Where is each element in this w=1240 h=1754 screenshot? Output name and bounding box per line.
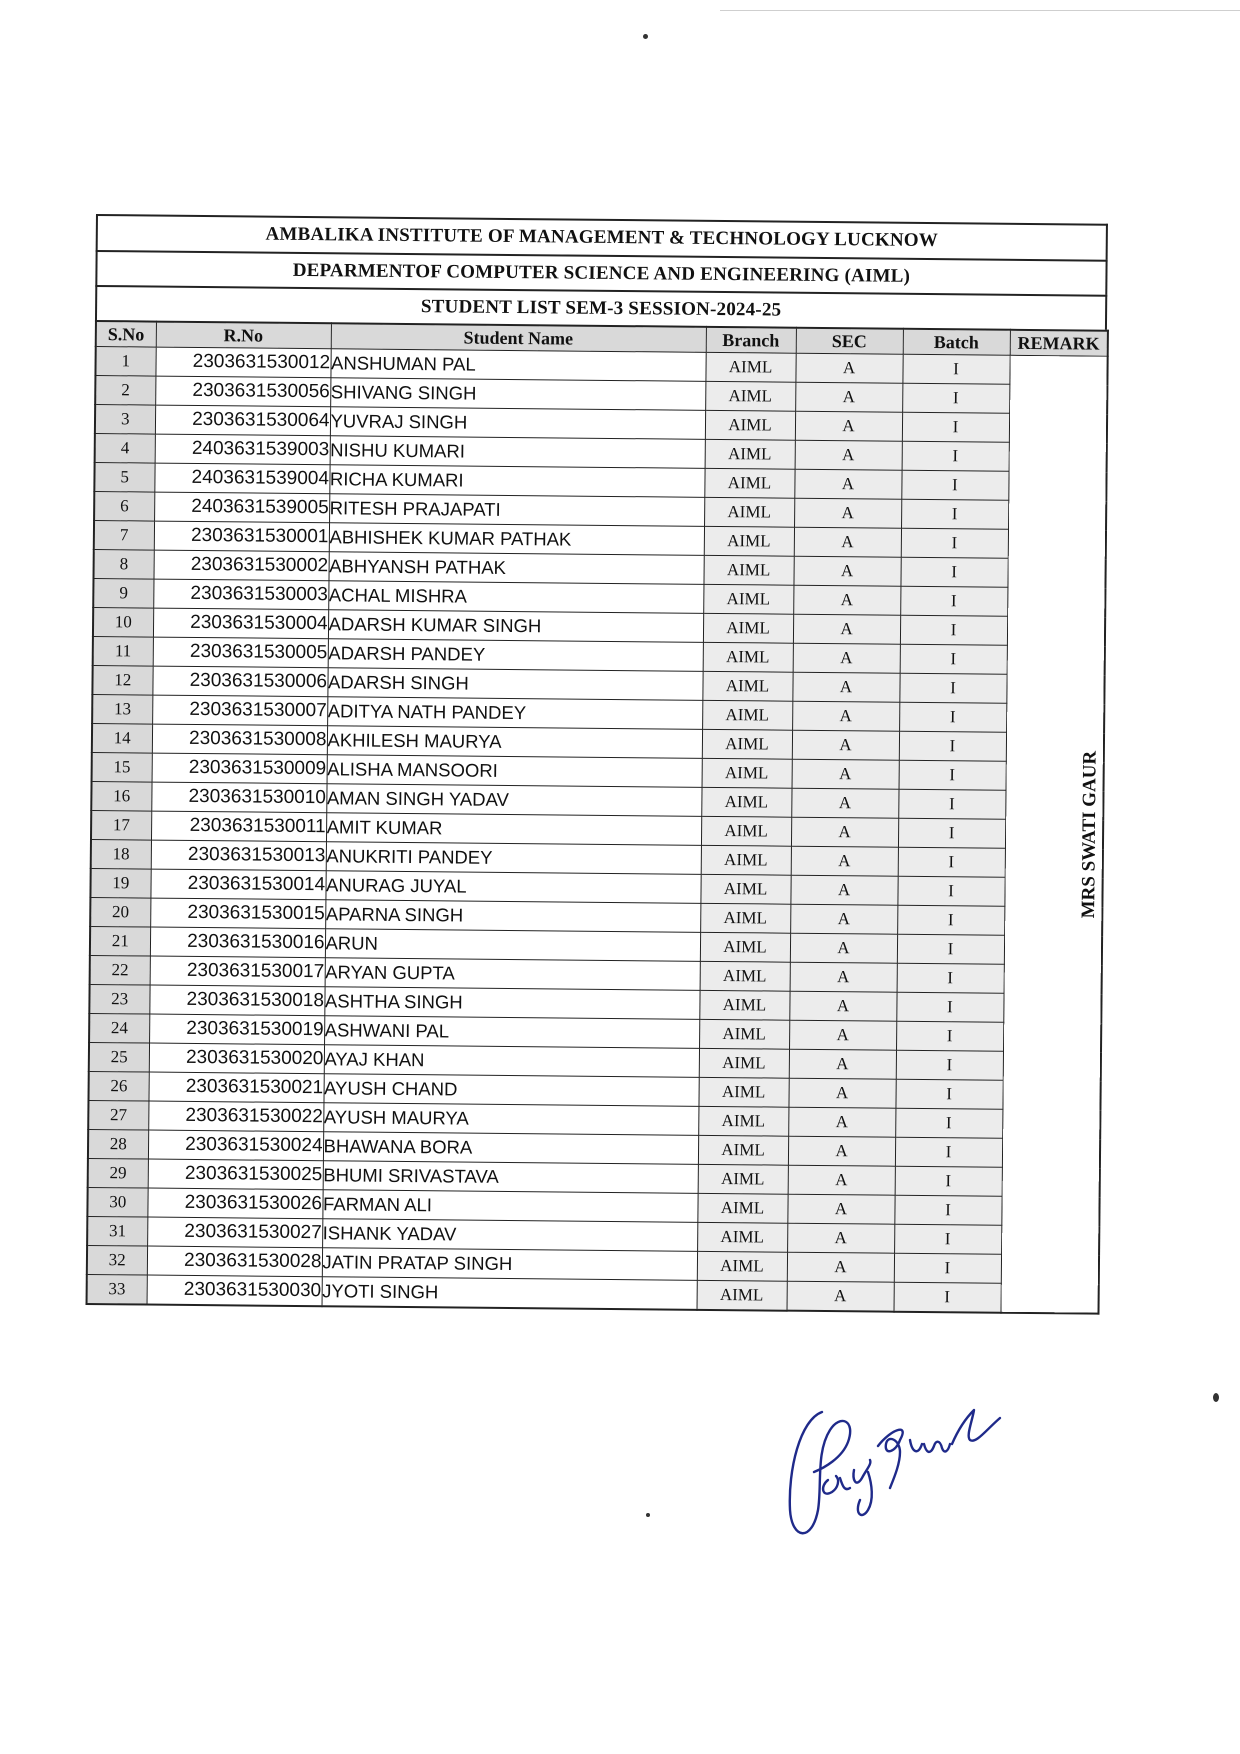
scan-speck bbox=[643, 34, 648, 39]
student-branch: AIML bbox=[701, 787, 791, 817]
student-batch: I bbox=[899, 731, 1006, 761]
student-sno: 5 bbox=[94, 462, 154, 492]
student-batch: I bbox=[900, 615, 1007, 645]
student-name: APARNA SINGH bbox=[325, 900, 700, 933]
student-branch: AIML bbox=[699, 1048, 789, 1078]
student-name: RICHA KUMARI bbox=[329, 465, 704, 498]
student-batch: I bbox=[894, 1195, 1001, 1225]
student-name: ADARSH PANDEY bbox=[328, 639, 703, 672]
student-batch: I bbox=[894, 1253, 1001, 1283]
student-name: ISHANK YADAV bbox=[322, 1219, 697, 1252]
student-sno: 11 bbox=[93, 636, 153, 666]
col-header-rno: R.No bbox=[156, 322, 331, 349]
student-roll-number: 2303631530009 bbox=[152, 753, 327, 784]
student-branch: AIML bbox=[697, 1251, 787, 1281]
student-section: A bbox=[790, 904, 897, 934]
student-batch: I bbox=[894, 1224, 1001, 1254]
student-sno: 22 bbox=[90, 955, 150, 985]
student-sno: 29 bbox=[88, 1158, 148, 1188]
student-batch: I bbox=[901, 470, 1008, 500]
col-header-sno: S.No bbox=[96, 321, 156, 347]
student-name: FARMAN ALI bbox=[322, 1190, 697, 1223]
student-section: A bbox=[788, 1078, 895, 1108]
student-section: A bbox=[792, 701, 899, 731]
student-name: ARUN bbox=[325, 929, 700, 962]
student-roll-number: 2303631530014 bbox=[150, 869, 325, 900]
student-branch: AIML bbox=[704, 468, 794, 498]
student-sno: 21 bbox=[90, 926, 150, 956]
student-roll-number: 2403631539004 bbox=[154, 463, 329, 494]
student-branch: AIML bbox=[705, 410, 795, 440]
student-sno: 13 bbox=[92, 694, 152, 724]
student-roll-number: 2303631530015 bbox=[150, 898, 325, 929]
student-sno: 8 bbox=[94, 549, 154, 579]
student-roll-number: 2303631530024 bbox=[148, 1130, 323, 1161]
student-roll-number: 2303631530026 bbox=[147, 1188, 322, 1219]
student-sno: 32 bbox=[87, 1245, 147, 1275]
student-roll-number: 2303631530013 bbox=[151, 840, 326, 871]
student-sno: 16 bbox=[91, 781, 151, 811]
scan-edge-line bbox=[720, 10, 1240, 11]
student-section: A bbox=[791, 846, 898, 876]
student-section: A bbox=[790, 933, 897, 963]
student-batch: I bbox=[896, 1021, 1003, 1051]
student-sno: 26 bbox=[88, 1071, 148, 1101]
student-batch: I bbox=[902, 412, 1009, 442]
remark-cell bbox=[1000, 355, 1107, 1313]
student-section: A bbox=[795, 353, 902, 383]
student-branch: AIML bbox=[700, 961, 790, 991]
student-batch: I bbox=[897, 934, 1004, 964]
student-roll-number: 2403631539003 bbox=[155, 434, 330, 465]
student-section: A bbox=[788, 1136, 895, 1166]
student-name: BHAWANA BORA bbox=[323, 1132, 698, 1165]
student-batch: I bbox=[896, 1050, 1003, 1080]
student-section: A bbox=[792, 730, 899, 760]
student-section: A bbox=[787, 1252, 894, 1282]
student-name: ANSHUMAN PAL bbox=[330, 349, 705, 382]
student-sno: 10 bbox=[93, 607, 153, 637]
student-list-sheet bbox=[86, 214, 1108, 1315]
col-header-name: Student Name bbox=[331, 323, 706, 352]
col-header-branch: Branch bbox=[706, 327, 796, 353]
student-name: AYAJ KHAN bbox=[324, 1045, 699, 1078]
student-name: AMIT KUMAR bbox=[326, 813, 701, 846]
student-roll-number: 2303631530030 bbox=[147, 1275, 322, 1306]
student-branch: AIML bbox=[703, 555, 793, 585]
scan-speck bbox=[1213, 1393, 1219, 1402]
student-name: ABHYANSH PATHAK bbox=[328, 552, 703, 585]
student-sno: 4 bbox=[95, 433, 155, 463]
student-roll-number: 2303631530010 bbox=[151, 782, 326, 813]
student-name: BHUMI SRIVASTAVA bbox=[323, 1161, 698, 1194]
student-branch: AIML bbox=[703, 584, 793, 614]
student-name: RITESH PRAJAPATI bbox=[329, 494, 704, 527]
student-batch: I bbox=[902, 383, 1009, 413]
student-branch: AIML bbox=[697, 1222, 787, 1252]
student-sno: 24 bbox=[89, 1013, 149, 1043]
student-roll-number: 2303631530028 bbox=[147, 1246, 322, 1277]
student-sno: 3 bbox=[95, 405, 155, 435]
student-name: ARYAN GUPTA bbox=[325, 958, 700, 991]
student-batch: I bbox=[902, 441, 1009, 471]
student-section: A bbox=[791, 817, 898, 847]
col-header-remark: REMARK bbox=[1010, 330, 1108, 356]
student-section: A bbox=[787, 1281, 894, 1312]
student-roll-number: 2403631539005 bbox=[154, 492, 329, 523]
student-section: A bbox=[795, 440, 902, 470]
student-branch: AIML bbox=[702, 758, 792, 788]
institute-heading: AMBALIKA INSTITUTE OF MANAGEMENT & TECHNOLOGY LUCKNOW bbox=[96, 214, 1108, 260]
student-branch: AIML bbox=[697, 1193, 787, 1223]
student-name: AMAN SINGH YADAV bbox=[326, 784, 701, 817]
student-branch: AIML bbox=[698, 1077, 788, 1107]
student-batch: I bbox=[897, 963, 1004, 993]
student-batch: I bbox=[900, 586, 1007, 616]
student-sno: 2 bbox=[95, 376, 155, 406]
student-roll-number: 2303631530004 bbox=[153, 608, 328, 639]
student-branch: AIML bbox=[702, 729, 792, 759]
student-name: AYUSH CHAND bbox=[323, 1074, 698, 1107]
student-batch: I bbox=[901, 499, 1008, 529]
student-section: A bbox=[795, 382, 902, 412]
student-roll-number: 2303631530012 bbox=[155, 347, 330, 378]
student-section: A bbox=[792, 672, 899, 702]
student-sno: 6 bbox=[94, 491, 154, 521]
student-batch: I bbox=[901, 528, 1008, 558]
student-branch: AIML bbox=[705, 352, 795, 382]
student-branch: AIML bbox=[698, 1135, 788, 1165]
student-roll-number: 2303631530001 bbox=[154, 521, 329, 552]
student-batch: I bbox=[899, 673, 1006, 703]
student-roll-number: 2303631530019 bbox=[149, 1014, 324, 1045]
student-sno: 20 bbox=[90, 897, 150, 927]
student-name: JYOTI SINGH bbox=[322, 1277, 697, 1310]
student-section: A bbox=[789, 1049, 896, 1079]
student-section: A bbox=[794, 498, 901, 528]
student-section: A bbox=[792, 759, 899, 789]
student-roll-number: 2303631530002 bbox=[153, 550, 328, 581]
student-sno: 27 bbox=[88, 1100, 148, 1130]
col-header-sec: SEC bbox=[796, 328, 903, 355]
student-sno: 33 bbox=[87, 1274, 147, 1304]
student-name: JATIN PRATAP SINGH bbox=[322, 1248, 697, 1281]
student-branch: AIML bbox=[704, 497, 794, 527]
student-section: A bbox=[794, 527, 901, 557]
student-roll-number: 2303631530020 bbox=[149, 1043, 324, 1074]
student-roll-number: 2303631530016 bbox=[150, 927, 325, 958]
student-batch: I bbox=[900, 644, 1007, 674]
student-name: ACHAL MISHRA bbox=[328, 581, 703, 614]
student-sno: 28 bbox=[88, 1129, 148, 1159]
student-name: ASHTHA SINGH bbox=[324, 987, 699, 1020]
student-batch: I bbox=[895, 1166, 1002, 1196]
student-section: A bbox=[790, 962, 897, 992]
student-batch: I bbox=[893, 1282, 1000, 1313]
student-section: A bbox=[789, 991, 896, 1021]
student-branch: AIML bbox=[700, 932, 790, 962]
signature bbox=[760, 1360, 1010, 1560]
student-roll-number: 2303631530007 bbox=[152, 695, 327, 726]
student-name: ADITYA NATH PANDEY bbox=[327, 697, 702, 730]
student-roll-number: 2303631530003 bbox=[153, 579, 328, 610]
student-sno: 31 bbox=[87, 1216, 147, 1246]
student-sno: 18 bbox=[91, 839, 151, 869]
student-branch: AIML bbox=[700, 874, 790, 904]
student-name: NISHU KUMARI bbox=[330, 436, 705, 469]
student-batch: I bbox=[896, 992, 1003, 1022]
student-branch: AIML bbox=[702, 700, 792, 730]
student-branch: AIML bbox=[699, 1019, 789, 1049]
student-branch: AIML bbox=[700, 903, 790, 933]
student-batch: I bbox=[898, 847, 1005, 877]
list-title: STUDENT LIST SEM-3 SESSION-2024-25 bbox=[95, 285, 1107, 330]
student-roll-number: 2303631530018 bbox=[149, 985, 324, 1016]
student-sno: 12 bbox=[92, 665, 152, 695]
remark-teacher-name: MRS SWATI GAUR bbox=[1077, 750, 1101, 918]
department-heading: DEPARMENTOF COMPUTER SCIENCE AND ENGINEERING (AIML) bbox=[95, 250, 1107, 295]
student-name: ADARSH KUMAR SINGH bbox=[328, 610, 703, 643]
scan-speck bbox=[646, 1513, 650, 1517]
student-name: AYUSH MAURYA bbox=[323, 1103, 698, 1136]
student-sno: 15 bbox=[92, 752, 152, 782]
student-name: ASHWANI PAL bbox=[324, 1016, 699, 1049]
student-section: A bbox=[793, 556, 900, 586]
student-batch: I bbox=[895, 1108, 1002, 1138]
student-sno: 9 bbox=[93, 578, 153, 608]
student-batch: I bbox=[899, 760, 1006, 790]
student-roll-number: 2303631530005 bbox=[153, 637, 328, 668]
student-branch: AIML bbox=[702, 671, 792, 701]
student-roll-number: 2303631530022 bbox=[148, 1101, 323, 1132]
student-batch: I bbox=[898, 789, 1005, 819]
student-section: A bbox=[794, 469, 901, 499]
student-batch: I bbox=[902, 354, 1009, 384]
student-roll-number: 2303631530011 bbox=[151, 811, 326, 842]
col-header-batch: Batch bbox=[903, 329, 1010, 356]
student-section: A bbox=[793, 585, 900, 615]
student-roll-number: 2303631530064 bbox=[155, 405, 330, 436]
student-sno: 7 bbox=[94, 520, 154, 550]
student-branch: AIML bbox=[698, 1106, 788, 1136]
student-sno: 1 bbox=[95, 347, 155, 377]
student-section: A bbox=[787, 1223, 894, 1253]
student-section: A bbox=[787, 1194, 894, 1224]
student-branch: AIML bbox=[701, 845, 791, 875]
student-sno: 30 bbox=[87, 1187, 147, 1217]
student-batch: I bbox=[897, 876, 1004, 906]
student-branch: AIML bbox=[701, 816, 791, 846]
student-roll-number: 2303631530017 bbox=[150, 956, 325, 987]
student-table bbox=[86, 320, 1109, 1315]
student-name: ADARSH SINGH bbox=[327, 668, 702, 701]
student-section: A bbox=[789, 1020, 896, 1050]
student-sno: 23 bbox=[89, 984, 149, 1014]
student-branch: AIML bbox=[703, 613, 793, 643]
student-branch: AIML bbox=[699, 990, 789, 1020]
student-roll-number: 2303631530056 bbox=[155, 376, 330, 407]
student-name: SHIVANG SINGH bbox=[330, 378, 705, 411]
student-section: A bbox=[791, 788, 898, 818]
student-batch: I bbox=[899, 702, 1006, 732]
student-batch: I bbox=[895, 1079, 1002, 1109]
student-sno: 19 bbox=[90, 868, 150, 898]
student-name: YUVRAJ SINGH bbox=[330, 407, 705, 440]
student-name: ANURAG JUYAL bbox=[325, 871, 700, 904]
student-branch: AIML bbox=[704, 526, 794, 556]
student-roll-number: 2303631530008 bbox=[152, 724, 327, 755]
student-batch: I bbox=[897, 905, 1004, 935]
student-branch: AIML bbox=[705, 381, 795, 411]
student-roll-number: 2303631530021 bbox=[148, 1072, 323, 1103]
student-roll-number: 2303631530025 bbox=[148, 1159, 323, 1190]
student-batch: I bbox=[895, 1137, 1002, 1167]
student-branch: AIML bbox=[703, 642, 793, 672]
student-roll-number: 2303631530027 bbox=[147, 1217, 322, 1248]
student-branch: AIML bbox=[697, 1280, 787, 1310]
student-sno: 14 bbox=[92, 723, 152, 753]
student-branch: AIML bbox=[705, 439, 795, 469]
student-name: ALISHA MANSOORI bbox=[327, 755, 702, 788]
student-roll-number: 2303631530006 bbox=[152, 666, 327, 697]
student-name: ABHISHEK KUMAR PATHAK bbox=[329, 523, 704, 556]
student-section: A bbox=[793, 643, 900, 673]
student-section: A bbox=[788, 1165, 895, 1195]
student-sno: 17 bbox=[91, 810, 151, 840]
student-section: A bbox=[795, 411, 902, 441]
student-name: ANUKRITI PANDEY bbox=[326, 842, 701, 875]
student-section: A bbox=[790, 875, 897, 905]
student-branch: AIML bbox=[698, 1164, 788, 1194]
student-sno: 25 bbox=[89, 1042, 149, 1072]
student-batch: I bbox=[900, 557, 1007, 587]
student-section: A bbox=[793, 614, 900, 644]
student-name: AKHILESH MAURYA bbox=[327, 726, 702, 759]
student-batch: I bbox=[898, 818, 1005, 848]
student-section: A bbox=[788, 1107, 895, 1137]
